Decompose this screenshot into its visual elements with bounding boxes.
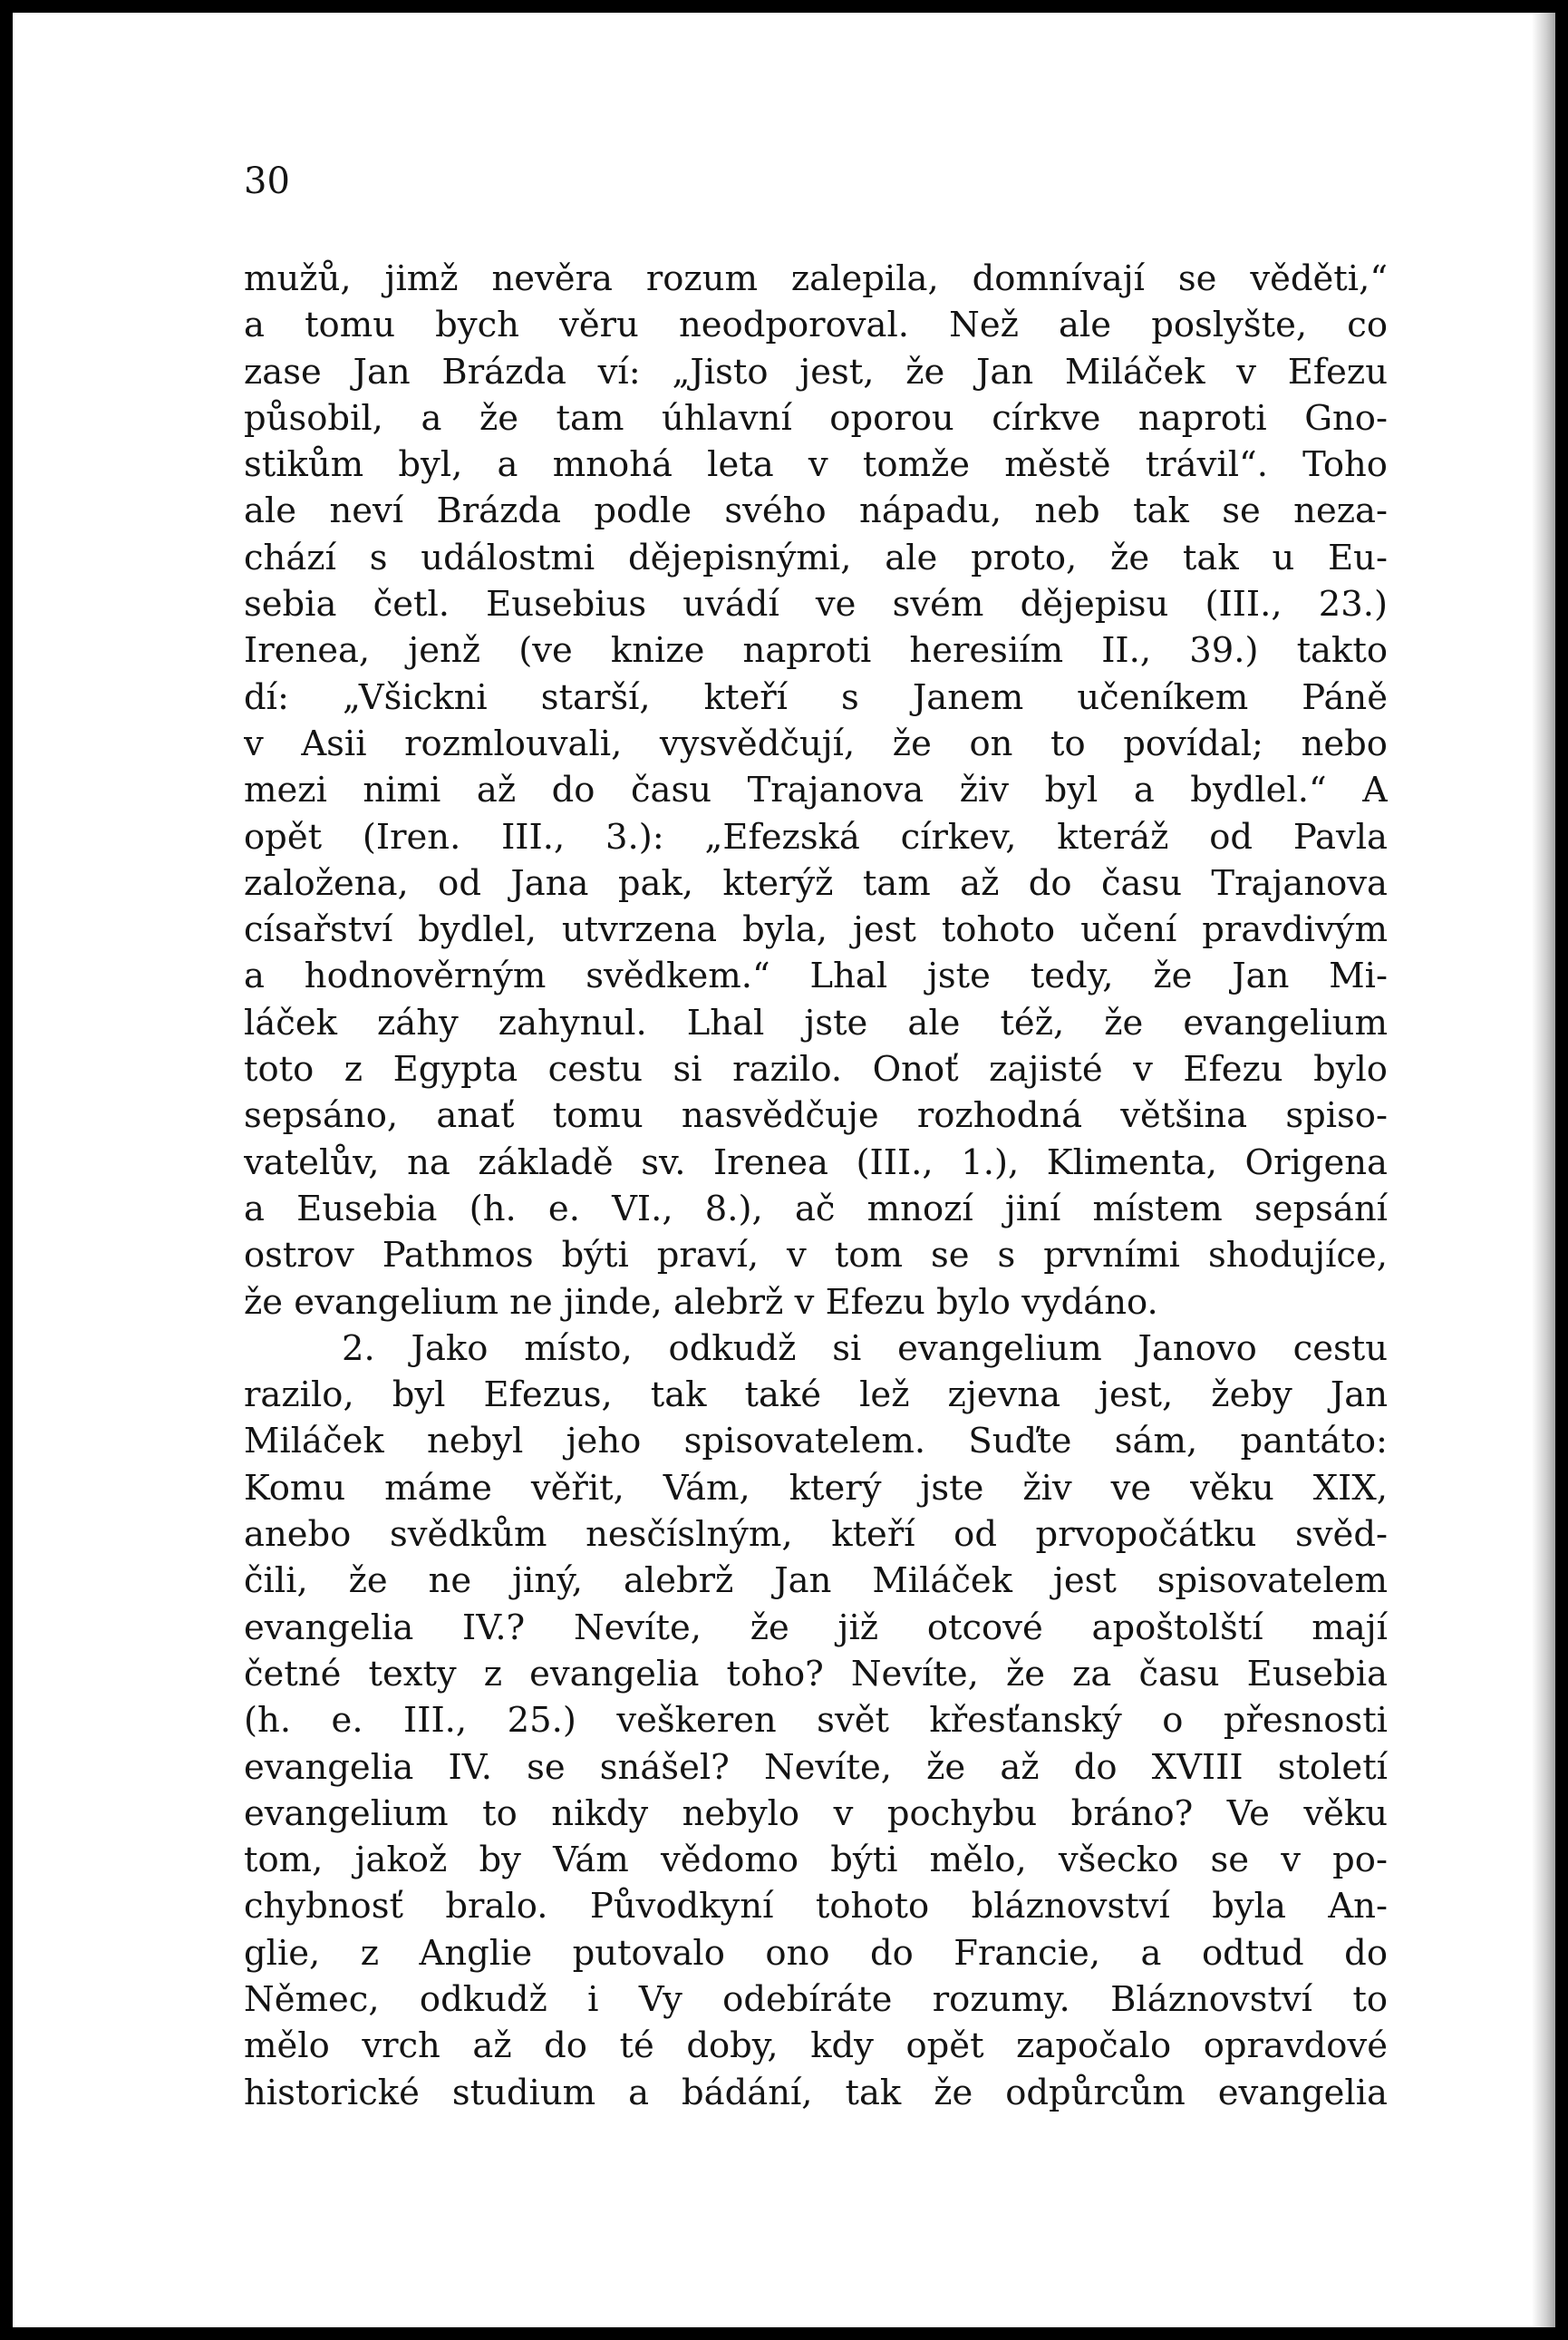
text-line: (h. e. III., 25.) veškeren svět křesťanský o přesnosti [244, 1700, 1388, 1742]
text-line: císařství bydlel, utvrzena byla, jest tohoto učení pravdivým [244, 909, 1388, 951]
paragraph-end-line: že evangelium ne jinde, alebrž v Efezu bylo vydáno. [244, 1281, 1158, 1323]
body-text [244, 256, 1388, 2116]
text-line: razilo, byl Efezus, tak také lež zjevna jest, žeby Jan [244, 1374, 1388, 1416]
text-line: a tomu bych věru neodporoval. Než ale poslyšte, co [244, 305, 1388, 346]
text-line: toto z Egypta cestu si razilo. Onoť zajisté v Efezu bylo [244, 1049, 1388, 1091]
book-page [13, 13, 1555, 2327]
text-line: láček záhy zahynul. Lhal jste ale též, že evangelium [244, 1002, 1388, 1044]
text-line: opět (Iren. III., 3.): „Efezská církev, kteráž od Pavla [244, 816, 1388, 858]
page-number: 30 [244, 160, 290, 202]
text-line: Miláček nebyl jeho spisovatelem. Suďte sám, pantáto: [244, 1421, 1388, 1462]
text-line: glie, z Anglie putovalo ono do Francie, a odtud do [244, 1932, 1388, 1974]
text-line: chybnosť bralo. Původkyní tohoto bláznovství byla An- [244, 1886, 1388, 1927]
text-line: sebia četl. Eusebius uvádí ve svém dějepisu (III., 23.) [244, 584, 1388, 626]
text-line: Němec, odkudž i Vy odebíráte rozumy. Bláznovství to [244, 1978, 1388, 2020]
text-line: chází s událostmi dějepisnými, ale proto, že tak u Eu- [244, 537, 1388, 578]
text-line: v Asii rozmlouvali, vysvědčují, že on to povídal; nebo [244, 723, 1388, 764]
text-line: dí: „Všickni starší, kteří s Janem učeníkem Páně [244, 676, 1388, 718]
text-line: stikům byl, a mnohá leta v tomže městě trávil“. Toho [244, 444, 1388, 486]
text-line: ale neví Brázda podle svého nápadu, neb tak se neza- [244, 490, 1388, 532]
text-line: a hodnověrným svědkem.“ Lhal jste tedy, že Jan Mi- [244, 956, 1388, 997]
text-line: zase Jan Brázda ví: „Jisto jest, že Jan Miláček v Efezu [244, 351, 1388, 393]
text-line: vatelův, na základě sv. Irenea (III., 1.), Klimenta, Origena [244, 1141, 1388, 1183]
paragraph-start-line: 2. Jako místo, odkudž si evangelium Janovo cestu [342, 1327, 1388, 1369]
page-edge-shadow [1532, 13, 1555, 2327]
text-line: působil, a že tam úhlavní oporou církve naproti Gno- [244, 397, 1388, 439]
text-line: historické studium a bádání, tak že odpůrcům evangelia [244, 2072, 1388, 2113]
text-line: a Eusebia (h. e. VI., 8.), ač mnozí jiní místem sepsání [244, 1188, 1388, 1229]
text-line: založena, od Jana pak, kterýž tam až do času Trajanova [244, 862, 1388, 904]
text-line: evangelia IV. se snášel? Nevíte, že až do XVIII století [244, 1746, 1388, 1788]
text-line: mezi nimi až do času Trajanova živ byl a bydlel.“ A [244, 770, 1388, 811]
text-line: ostrov Pathmos býti praví, v tom se s prvními shodujíce, [244, 1235, 1388, 1277]
text-line: evangelia IV.? Nevíte, že již otcové apoštolští mají [244, 1607, 1388, 1648]
text-line: Komu máme věřit, Vám, který jste živ ve věku XIX, [244, 1467, 1388, 1509]
text-line: Irenea, jenž (ve knize naproti heresiím II., 39.) takto [244, 630, 1388, 672]
text-line: anebo svědkům nesčíslným, kteří od prvopočátku svěd- [244, 1514, 1388, 1556]
text-line: tom, jakož by Vám vědomo býti mělo, všecko se v po- [244, 1840, 1388, 1881]
text-line: sepsáno, anať tomu nasvědčuje rozhodná většina spiso- [244, 1095, 1388, 1137]
text-line: četné texty z evangelia toho? Nevíte, že za času Eusebia [244, 1653, 1388, 1694]
text-line: čili, že ne jiný, alebrž Jan Miláček jest spisovatelem [244, 1560, 1388, 1602]
text-line: mužů, jimž nevěra rozum zalepila, domnívají se věděti,“ [244, 258, 1388, 299]
text-line: evangelium to nikdy nebylo v pochybu bráno? Ve věku [244, 1792, 1388, 1834]
text-line: mělo vrch až do té doby, kdy opět započalo opravdové [244, 2025, 1388, 2067]
